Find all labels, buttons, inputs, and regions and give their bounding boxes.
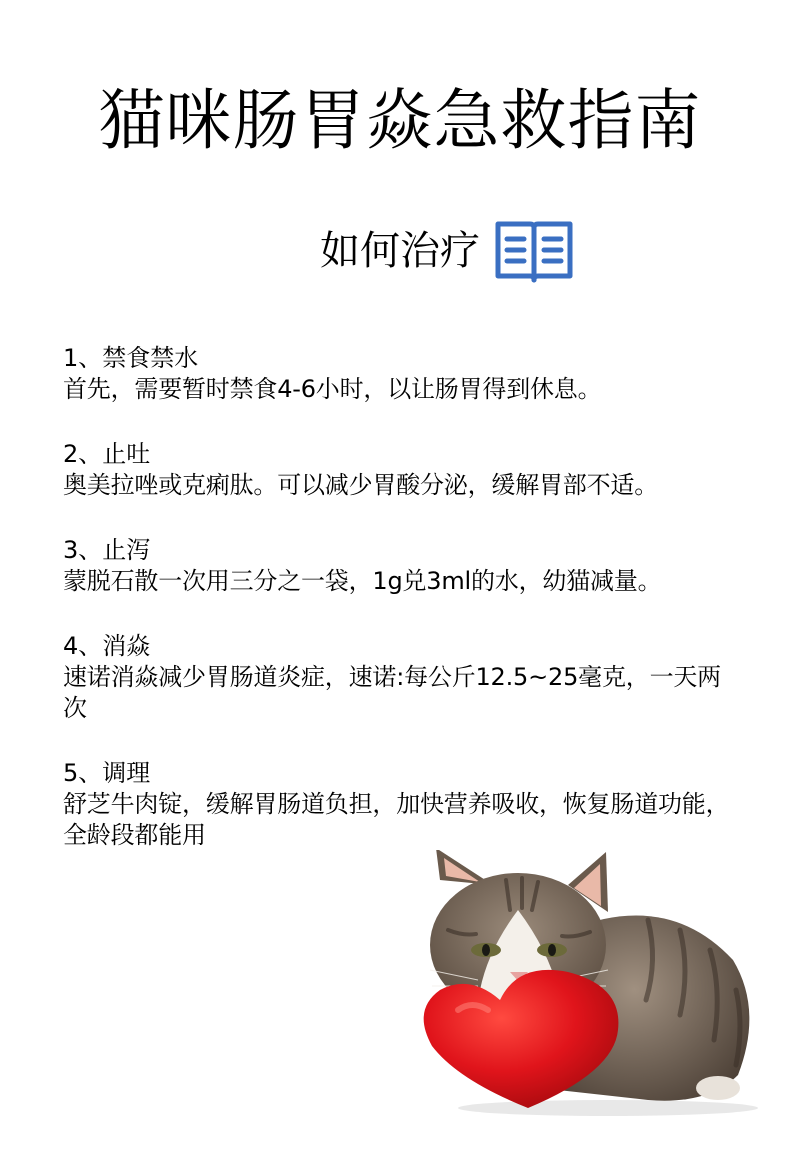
subtitle: 如何治疗 (320, 228, 480, 274)
kitten-with-heart-image (418, 850, 758, 1120)
section-antiemetic (63, 439, 743, 501)
book-icon (494, 218, 574, 284)
section-heading: 1、禁食禁水 (63, 344, 199, 372)
section-conditioning (63, 758, 743, 851)
section-body: 首先，需要暂时禁食4-6小时，以让肠胃得到休息。 (63, 375, 602, 403)
section-heading: 2、止吐 (63, 440, 151, 468)
cat-paw (696, 1076, 740, 1100)
section-heading: 5、调理 (63, 759, 151, 787)
subtitle-row (320, 218, 574, 284)
section-body: 奥美拉唑或克痢肽。可以减少胃酸分泌，缓解胃部不适。 (63, 471, 658, 499)
section-heading: 3、止泻 (63, 536, 151, 564)
section-body: 舒芝牛肉锭，缓解胃肠道负担，加快营养吸收，恢复肠道功能，全龄段都能用 (63, 790, 730, 849)
section-heading: 4、消焱 (63, 632, 151, 660)
section-fasting (63, 343, 743, 405)
treatment-sections (63, 343, 743, 885)
section-body: 蒙脱石散一次用三分之一袋，1g兑3ml的水，幼猫减量。 (63, 567, 662, 595)
section-anti-inflammatory (63, 631, 743, 724)
page-title: 猫咪肠胃焱急救指南 (98, 82, 702, 159)
ground-shadow (458, 1100, 758, 1116)
section-antidiarrheal (63, 535, 743, 597)
section-body: 速诺消焱减少胃肠道炎症，速诺:每公斤12.5~25毫克，一天两次 (63, 663, 721, 722)
